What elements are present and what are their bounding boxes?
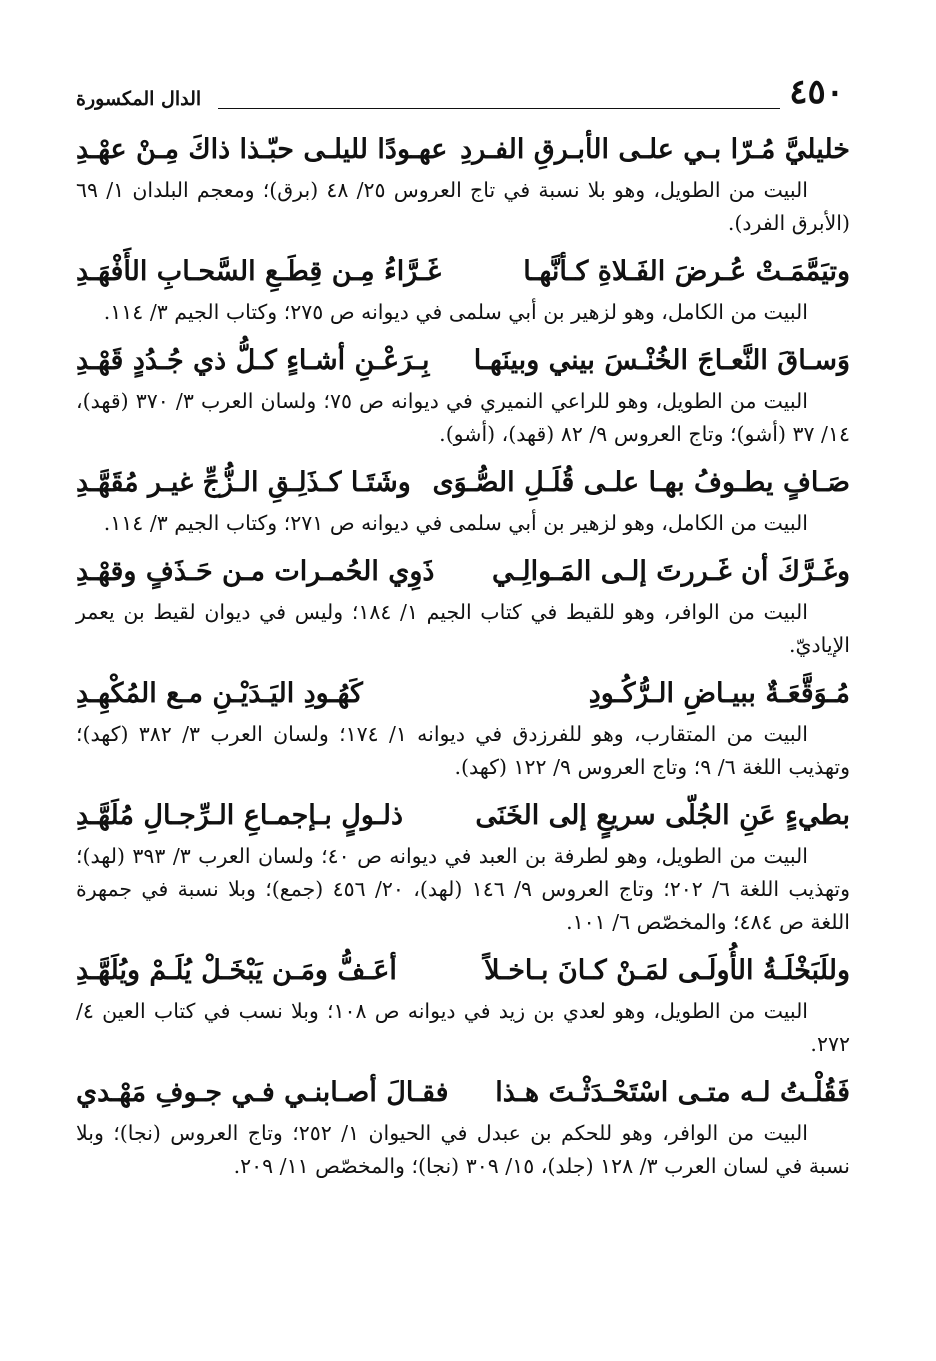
verse-line — [76, 550, 850, 594]
verse-entry — [76, 128, 850, 240]
verse-entry — [76, 339, 850, 451]
second-hemistich: بِـرَعْـنِ أشـاءٍ كـلُّ ذي جُـدُدٍ قَهْـدِ — [76, 345, 430, 376]
verse-note: البيت من الطويل، وهو للراعي النميري في ديوانه ص ٧٥؛ ولسان العرب ٣/ ٣٧٠ (قهد)، ١٤/ ٣٧ (أشو)؛ وتاج العروس ٩/ ٨٢ (قهد)، (أشو). — [76, 389, 850, 446]
first-hemistich: وَسـاقَ النَّعـاجَ الخُنْـسَ بيني وبينَهـا — [473, 345, 850, 376]
verse-note: البيت من الطويل، وهو لطرفة بن العبد في ديوانه ص ٤٠؛ ولسان العرب ٣/ ٣٩٣ (لهد)؛ وتهذيب اللغة ٦/ ٢٠٢؛ وتاج العروس ٩/ ١٤٦ (لهد)، ٢٠/ ٤٥٦ (جمع)؛ وبلا نسبة في جمهرة اللغة ص ٤٨٤؛ والمخصّص ٦/ ١٠١. — [76, 844, 851, 934]
verse-line — [76, 250, 850, 294]
page-number: ٤٥٠ — [789, 72, 844, 112]
first-hemistich: بطيءٍ عَنِ الجُلّى سريعٍ إلى الخَنَى — [475, 800, 850, 831]
page-header — [76, 72, 850, 114]
verse-entry — [76, 461, 850, 540]
verse-entry — [76, 550, 850, 662]
second-hemistich: وشَتَـا كـذَلِـقِ الـزُّجِّ غيـر مُقَهَّـدِ — [76, 467, 411, 498]
verse-note: البيت من الوافر، وهو للقيط في كتاب الجيم ١/ ١٨٤؛ وليس في ديوان لقيط بن يعمر الإياديّ. — [76, 600, 850, 657]
verse-entry — [76, 672, 850, 784]
second-hemistich: عهـودًا لليلـى حبّـذا ذاكَ مِـنْ عهْـدِ — [76, 134, 448, 165]
first-hemistich: مُـوَقَّعَـةٌ ببيـاضِ الـرُّكُـودِ — [588, 678, 850, 709]
second-hemistich: ذلـولٍ بـإجمـاعِ الـرِّجـالِ مُلَهَّـدِ — [76, 800, 404, 831]
second-hemistich: فقـالَ أصـابنـي فـي جـوفِ مَهْـدي — [76, 1077, 449, 1108]
verse-note: البيت من الطويل، وهو بلا نسبة في تاج العروس ٢٥/ ٤٨ (برق)؛ ومعجم البلدان ١/ ٦٩ (الأبرق الفرد). — [76, 178, 850, 235]
first-hemistich: صَـافٍ يطـوفُ بهـا علـى قُلَـلِ الصُّـوَى — [432, 467, 850, 498]
header-rule — [218, 108, 780, 109]
first-hemistich: فَقُلْـتُ لـه متـى اسْتَحْـدَثْـتَ هـذا — [495, 1077, 850, 1108]
verse-note: البيت من الكامل، وهو لزهير بن أبي سلمى في ديوانه ص ٢٧١؛ وكتاب الجيم ٣/ ١١٤. — [103, 511, 808, 535]
verse-note: البيت من المتقارب، وهو للفرزدق في ديوانه ١/ ١٧٤؛ ولسان العرب ٣/ ٣٨٢ (كهد)؛ وتهذيب اللغة ٦/ ٩؛ وتاج العروس ٩/ ١٢٢ (كهد). — [76, 722, 850, 779]
verse-note: البيت من الكامل، وهو لزهير بن أبي سلمى في ديوانه ص ٢٧٥؛ وكتاب الجيم ٣/ ١١٤. — [103, 300, 808, 324]
verse-line — [76, 794, 850, 838]
first-hemistich: وغَـرَّكَ أن غَـررتَ إلـى المَـوالِـي — [491, 556, 850, 587]
verse-entry — [76, 250, 850, 329]
verse-note: البيت من الطويل، وهو لعدي بن زيد في ديوانه ص ١٠٨؛ وبلا نسب في كتاب العين ٤/ ٢٧٢. — [76, 999, 850, 1056]
running-head: الدال المكسورة — [76, 88, 202, 110]
verse-line — [76, 461, 850, 505]
verse-entry — [76, 794, 850, 939]
first-hemistich: وللَبَخْلَـةُ الأُولَـى لمَـنْ كـانَ بـاخـلاً — [484, 955, 850, 986]
second-hemistich: أعَـفُّ ومَـن يَبْخَـلْ يُلَـمْ ويُلَهَّـدِ — [76, 955, 397, 986]
verse-entry — [76, 1071, 850, 1183]
verse-line — [76, 339, 850, 383]
verse-entry — [76, 949, 850, 1061]
second-hemistich: ذَوِي الحُمـرات مـن حَـذَفٍ وقهْـدِ — [76, 556, 435, 587]
second-hemistich: غَـرَّاءُ مِـن قِطَـعِ السَّحـابِ الأَفْهَـدِ — [76, 256, 442, 287]
verse-line — [76, 128, 850, 172]
verse-line — [76, 949, 850, 993]
second-hemistich: كَهُـودِ اليَـدَيْـنِ مـع المُكْهِـدِ — [76, 678, 363, 709]
first-hemistich: وتيَمَّمَـتْ عُـرضَ الفَـلاةِ كـأنَّهـا — [523, 256, 850, 287]
verse-note: البيت من الوافر، وهو للحكم بن عبدل في الحيوان ١/ ٢٥٢؛ وتاج العروس (نجا)؛ وبلا نسبة في لسان العرب ٣/ ١٢٨ (جلد)، ١٥/ ٣٠٩ (نجا)؛ والمخصّص ١١/ ٢٠٩. — [76, 1121, 850, 1178]
first-hemistich: خليليَّ مُـرّا بـي علـى الأبـرقِ الفـردِ — [460, 134, 850, 165]
verse-line — [76, 1071, 850, 1115]
verse-line — [76, 672, 850, 716]
